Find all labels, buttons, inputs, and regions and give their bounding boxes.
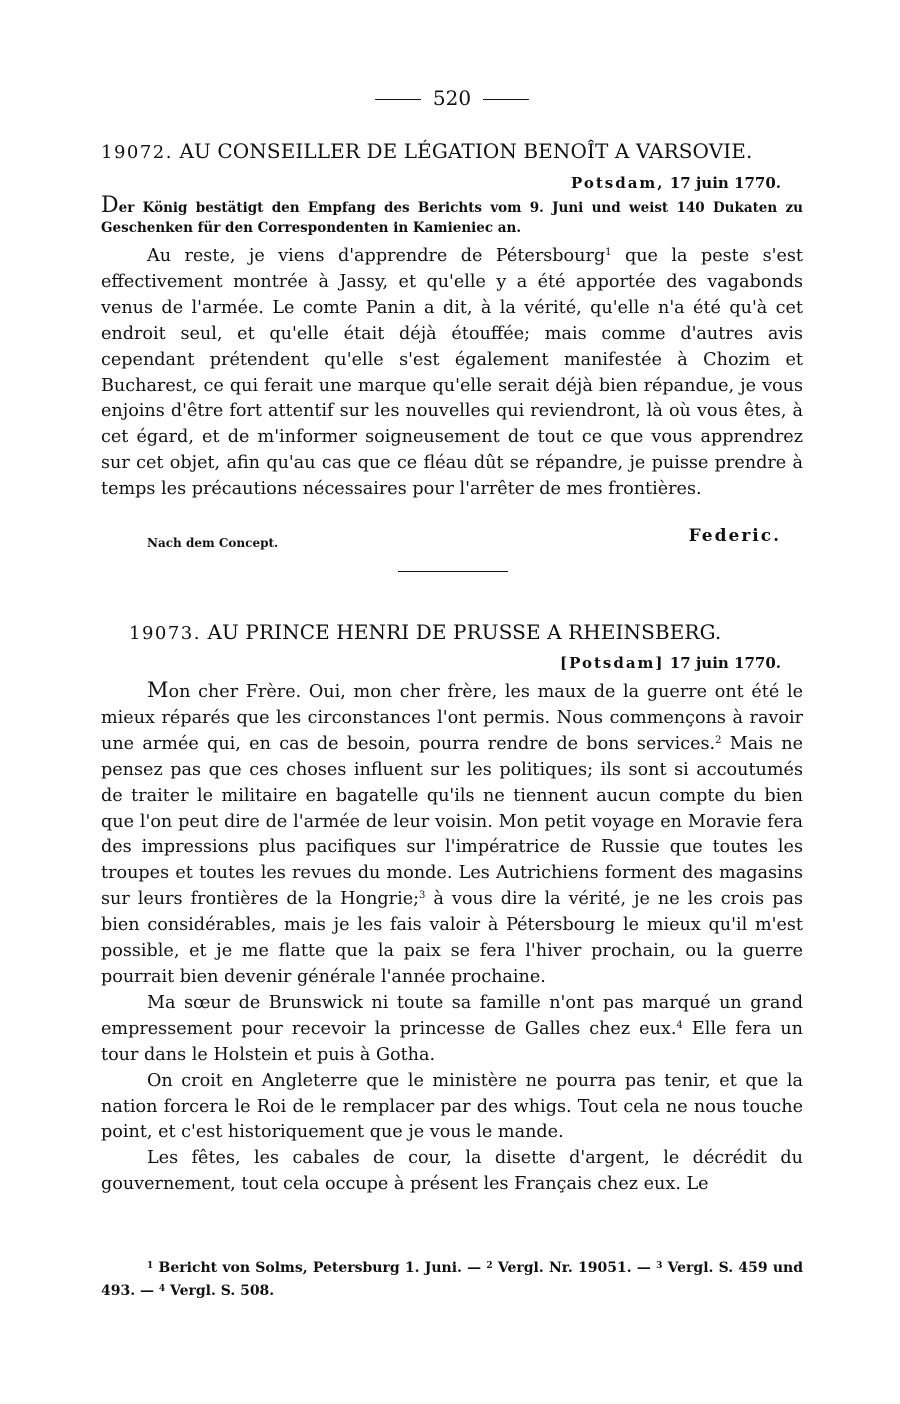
letter-2-date: 17 juin 1770. xyxy=(669,654,781,672)
letter-1-source-note: Nach dem Concept. xyxy=(147,536,279,550)
letter-1-summary-initial: D xyxy=(101,193,119,218)
footnote-3-text: Vergl. S. 459 und 493. — xyxy=(101,1260,803,1299)
page-number xyxy=(101,86,803,110)
letter-1-date-place: Potsdam, xyxy=(570,174,665,192)
footnote-ref-2: 2 xyxy=(715,734,722,746)
page-number-text: 520 xyxy=(432,86,472,110)
letter-1-heading xyxy=(101,139,803,163)
footnote-1-text: Bericht von Solms, Petersburg 1. Juni. — xyxy=(153,1260,487,1276)
footnote-4-number: 4 xyxy=(158,1284,166,1294)
document-page xyxy=(101,0,803,1404)
footnote-1-number: 1 xyxy=(147,1261,154,1271)
letter-1-dateline xyxy=(571,174,781,192)
letter-2-number: 19073. xyxy=(129,623,201,644)
letter-2-p2-text-a: Ma sœur de Brunswick ni toute sa famille n'ont pas marqué un grand empressement pour recevoir la princesse de Galles chez eux. xyxy=(101,992,803,1039)
letter-1-summary-text: er König bestätigt den Empfang des Berichts vom 9. Juni und weist 140 Dukaten zu Geschenken für den Correspondenten in Kamieniec an. xyxy=(101,200,803,236)
letter-2-dateline xyxy=(560,654,781,672)
footnote-ref-3: 3 xyxy=(419,890,426,902)
page-number-dash-right xyxy=(483,99,529,100)
letter-1-summary xyxy=(101,193,803,238)
letter-1-number: 19072. xyxy=(101,142,173,163)
footnote-3-number: 3 xyxy=(656,1261,663,1271)
letter-2-title: AU PRINCE HENRI DE PRUSSE A RHEINSBERG. xyxy=(207,620,722,644)
footnote-4-text: Vergl. S. 508. xyxy=(165,1283,275,1299)
letter-1-paragraph xyxy=(101,244,803,503)
letter-2-initial: M xyxy=(147,678,169,702)
footnote-ref-4: 4 xyxy=(676,1019,683,1031)
letter-1-date: 17 juin 1770. xyxy=(669,174,781,192)
letter-2-paragraph-4: Les fêtes, les cabales de cour, la disette d'argent, le décrédit du gouvernement, tout cela occupe à présent les Français chez eux. Le xyxy=(101,1148,803,1195)
section-divider xyxy=(398,571,508,572)
footnote-2-number: 2 xyxy=(486,1261,493,1271)
letter-1-text-b: que la peste s'est effectivement montrée à Jassy, et qu'elle y a été apportée des vagabonds venus de l'armée. Le comte Panin a dit, à la vérité, qu'elle n'a été qu'à cet endroit seul, et qu'elle était déjà étouffée; mais comme d'autres avis cependant prétendent qu'elle s'est également manifestée à Chozim et Bucharest, ce qui ferait une marque qu'elle serait déjà bien répandue, je vous enjoins d'être fort attentif sur les nouvelles qui reviendront, là où vous êtes, à cet égard, et de m'informer soigneusement de tout ce que vous apprendrez sur cet objet, afin qu'au cas que ce fléau dût se répandre, je puisse prendre à temps les précautions nécessaires pour l'arrêter de mes frontières. xyxy=(101,246,803,500)
letter-2-p2-text-b: Elle fera un tour dans le Holstein et puis à Gotha. xyxy=(101,1018,803,1065)
footnotes xyxy=(101,1256,803,1302)
letter-1-text-a: Au reste, je viens d'apprendre de Pétersbourg xyxy=(147,246,606,266)
footnote-line xyxy=(101,1256,803,1302)
letter-2-p1-text-a: on cher Frère. Oui, mon cher frère, les maux de la guerre ont été le mieux réparés que les circonstances l'ont permis. Nous commençons à ravoir une armée qui, en cas de besoin, pourra rendre de bons services. xyxy=(101,682,803,754)
letter-2-paragraph-3: On croit en Angleterre que le ministère ne pourra pas tenir, et que la nation forcera le Roi de le remplacer par des whigs. Tout cela ne nous touche point, et c'est historiquement que je vous le mande. xyxy=(101,1070,803,1143)
letter-1-signature: Federic. xyxy=(688,526,781,546)
letter-2-paragraph-1 xyxy=(101,678,803,991)
letter-2-body xyxy=(101,678,803,1198)
letter-1-body xyxy=(101,244,803,503)
letter-2-p1-text-b: Mais ne pensez pas que ces choses influent sur les politiques; ils sont si accoutumés de traiter le militaire en bagatelle qu'ils ne tiennent aucun compte du bien que l'on peut dire de l'armée de leur voisin. Mon petit voyage en Moravie fera des impressions plus pacifiques sur l'impératrice de Russie que toutes les troupes et toutes les revues du monde. Les Autrichiens forment des magasins sur leurs frontières de la Hongrie; xyxy=(101,733,803,910)
letter-1-title: AU CONSEILLER DE LÉGATION BENOÎT A VARSOVIE. xyxy=(179,139,753,163)
letter-2-p1-text-c: à vous dire la vérité, je ne les crois pas bien considérables, mais je les fais valoir à Pétersbourg le mieux qu'il m'est possible, et je me flatte que la paix se fera l'hiver prochain, ou la guerre pourrait bien devenir générale l'année prochaine. xyxy=(101,889,803,987)
letter-2-date-place: [Potsdam] xyxy=(560,654,665,672)
page-number-dash-left xyxy=(375,99,421,100)
footnote-2-text: Vergl. Nr. 19051. — xyxy=(492,1260,657,1276)
footnote-ref-1: 1 xyxy=(605,247,612,258)
letter-2-paragraph-2 xyxy=(101,991,803,1069)
letter-2-heading xyxy=(129,620,831,644)
